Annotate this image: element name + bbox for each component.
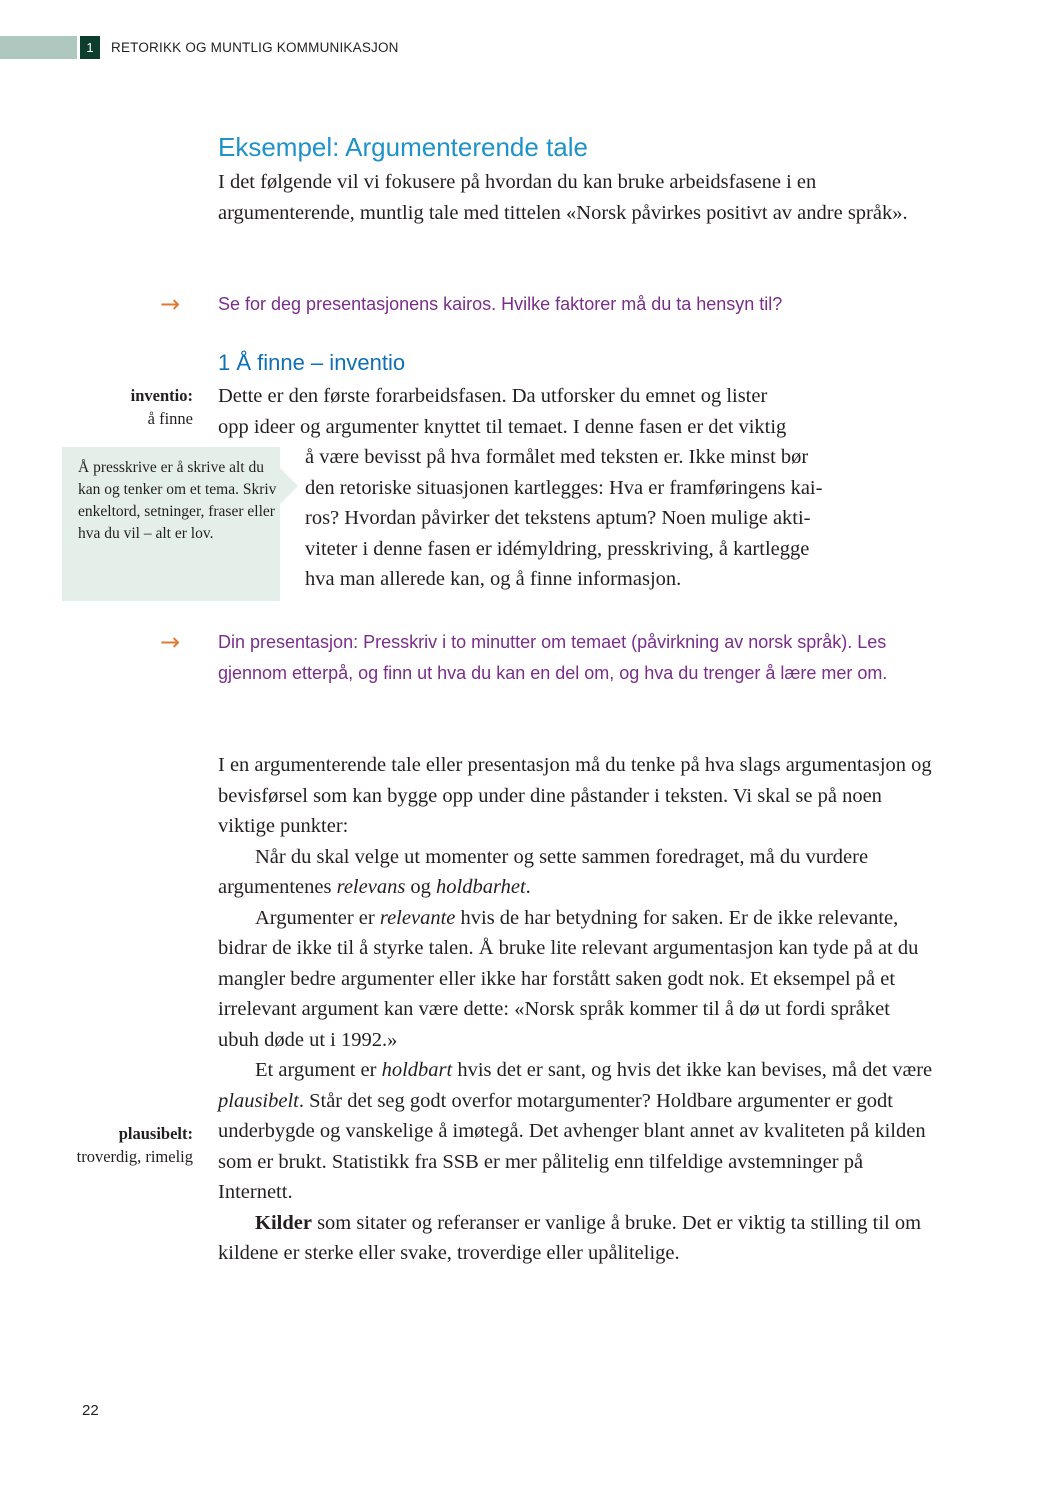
gloss-definition: troverdig, rimelig: [76, 1146, 193, 1166]
emphasis-holdbarhet: holdbarhet: [436, 876, 526, 898]
text-line: ros? Hvordan påvirker det tekstens aptum? Noen mulige akti-: [305, 507, 811, 529]
emphasis-plausibelt: plausibelt: [218, 1089, 299, 1112]
gloss-term: plausibelt:: [118, 1124, 193, 1143]
note-box: [62, 447, 280, 601]
paragraph-holdbart: Et argument er holdbart hvis det er sant, og hvis det ikke kan bevises, må det være plausibelt. Står det seg godt overfor motargumenter? Holdbare argumenter er godt underbygde og vanskelige å imøtegå. Det avhenger blant annet av kvaliteten på kilden som er brukt. Statistikk fra SSB er mer pålitelig enn tilfeldige avstemninger på Internett.: [218, 1059, 933, 1203]
margin-gloss-plausibelt: [0, 1123, 193, 1168]
intro-paragraph: I det følgende vil vi fokusere på hvordan du kan bruke arbeidsfasene i en argumenterende, muntlig tale med tittelen «Norsk påvirkes positivt av andre språk».: [218, 171, 908, 224]
task-kairos: Se for deg presentasjonens kairos. Hvilke faktorer må du ta hensyn til?: [218, 294, 783, 314]
subsection-heading: 1 Å finne – inventio: [218, 350, 406, 375]
right-arrow-icon: →: [160, 290, 181, 318]
chapter-title: RETORIKK OG MUNTLIG KOMMUNIKASJON: [111, 40, 399, 55]
gloss-term: inventio:: [130, 386, 193, 405]
header-color-bar: [0, 36, 77, 59]
page-number: 22: [82, 1402, 99, 1419]
paragraph-kilder: Kilder som sitater og referanser er vanlige å bruke. Det er viktig ta stilling til om kildene er sterke eller svake, troverdige eller upålitelige.: [218, 1211, 922, 1264]
section-heading: Eksempel: Argumenterende tale: [218, 132, 588, 162]
text-line: å være bevisst på hva formålet med teksten er. Ikke minst bør: [305, 446, 809, 468]
paragraph-relevance-holdbarhet: Når du skal velge ut momenter og sette sammen foredraget, må du vurdere argumentenes relevans og holdbarhet.: [218, 845, 869, 898]
inventio-paragraph-wrap: [305, 442, 945, 595]
argumentation-section: [218, 750, 933, 1269]
margin-gloss-inventio: [0, 385, 193, 430]
bold-kilder: Kilder: [255, 1211, 312, 1234]
text-line: den retoriske situasjonen kartlegges: Hva er framføringens kai-: [305, 476, 823, 499]
text-line: hva man allerede kan, og å finne informasjon.: [305, 568, 682, 590]
paragraph-relevante: Argumenter er relevante hvis de har betydning for saken. Er de ikke relevante, bidrar de ikke til å styrke talen. Å bruke lite relevant argumentasjon kan tyde på at du mangler bedre argumenter eller ikke har forstått saken godt nok. Et eksempel på et irrelevant argument kan være dette: «Norsk språk kommer til å dø ut fordi språket ubuh døde ut i 1992.»: [218, 906, 919, 1051]
emphasis-relevans: relevans: [336, 876, 406, 898]
emphasis-holdbart: holdbart: [381, 1059, 453, 1081]
note-text: Å presskrive er å skrive alt du kan og tenker om et tema. Skriv enkeltord, setninger, fraser eller hva du vil – alt er lov.: [78, 459, 277, 542]
text-line: opp ideer og argumenter knyttet til temaet. I denne fasen er det viktig: [218, 415, 787, 438]
text-line: Dette er den første forarbeidsfasen. Da utforsker du emnet og lister: [218, 385, 768, 407]
chapter-number: 1: [80, 36, 100, 59]
gloss-definition: å finne: [147, 408, 193, 428]
inventio-paragraph-top: [218, 381, 938, 442]
paragraph-argumentation: I en argumenterende tale eller presentasjon må du tenke på hva slags argumentasjon og bevisførsel som kan bygge opp under dine påstander i teksten. Vi skal se på noen viktige punkter:: [218, 754, 932, 837]
text-line: viteter i denne fasen er idémyldring, presskriving, å kartlegge: [305, 537, 810, 560]
right-arrow-icon: →: [160, 628, 181, 656]
emphasis-relevante: relevante: [379, 906, 456, 929]
task-presentation: Din presentasjon: Presskriv i to minutter om temaet (påvirkning av norsk språk). Les gjennom etterpå, og finn ut hva du kan en del om, og hva du trenger å lære mer om.: [218, 632, 888, 683]
